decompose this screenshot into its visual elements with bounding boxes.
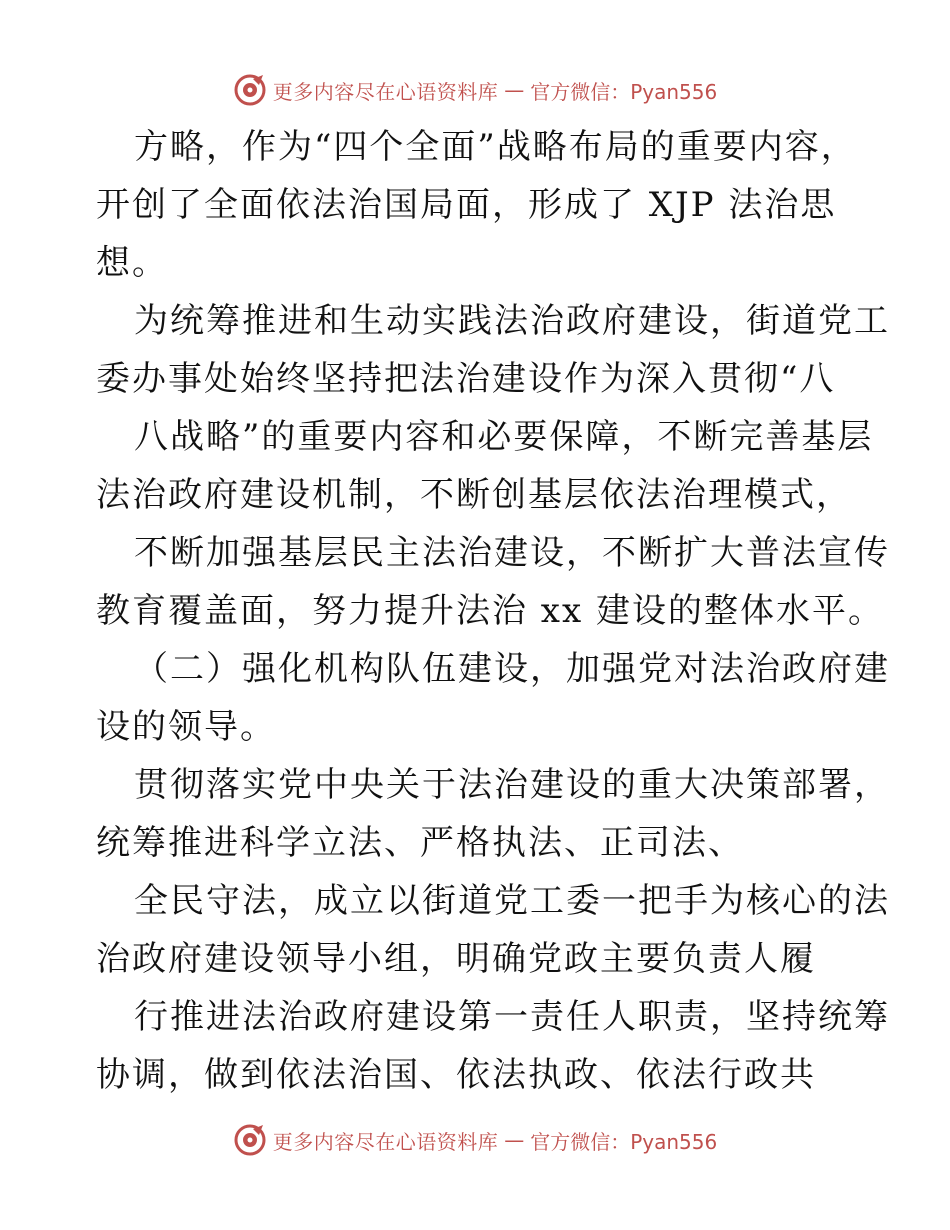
banner-text: 更多内容尽在心语资料库 [272,1129,499,1154]
text-line: 不断加强基层民主法治建设，不断扩大普法宣传 [134,533,890,573]
text-line: 贯彻落实党中央关于法治建设的重大决策部署， [134,765,890,805]
text-line: 统筹推进科学立法、严格执法、正司法、 [96,823,744,863]
text-line: 想。 [96,243,168,283]
banner-text: 更多内容尽在心语资料库 [272,79,499,104]
banner-separator: — [504,1128,525,1152]
text-line: 开创了全面依法治国局面，形成了 XJP 法治思 [96,185,837,225]
banner-separator: — [504,78,525,102]
text-line: 方略，作为“四个全面”战略布局的重要内容， [134,127,857,167]
header-banner [0,70,950,110]
document-body [96,118,890,1104]
section-heading: （二）强化机构队伍建设，加强党对法治政府建 [134,649,890,689]
text-line: 行推进法治政府建设第一责任人职责，坚持统筹 [134,997,890,1037]
text-line: 协调，做到依法治国、依法执政、依法行政共 [96,1055,816,1095]
text-line: 委办事处始终坚持把法治建设作为深入贯彻“八 [96,359,836,399]
section-heading-cont: 设的领导。 [96,707,276,747]
text-line: 全民守法，成立以街道党工委一把手为核心的法 [134,881,890,921]
footer-banner [0,1120,950,1160]
banner-contact: 官方微信：Pyan556 [530,79,718,104]
pen-circle-logo-icon [233,1123,267,1157]
pen-circle-logo-icon [233,73,267,107]
banner-contact: 官方微信：Pyan556 [530,1129,718,1154]
text-line: 为统筹推进和生动实践法治政府建设，街道党工 [134,301,890,341]
text-line: 治政府建设领导小组，明确党政主要负责人履 [96,939,816,979]
text-line: 八战略”的重要内容和必要保障，不断完善基层 [134,417,874,457]
text-line: 法治政府建设机制，不断创基层依法治理模式， [96,475,852,515]
text-line: 教育覆盖面，努力提升法治 xx 建设的整体水平。 [96,591,884,631]
